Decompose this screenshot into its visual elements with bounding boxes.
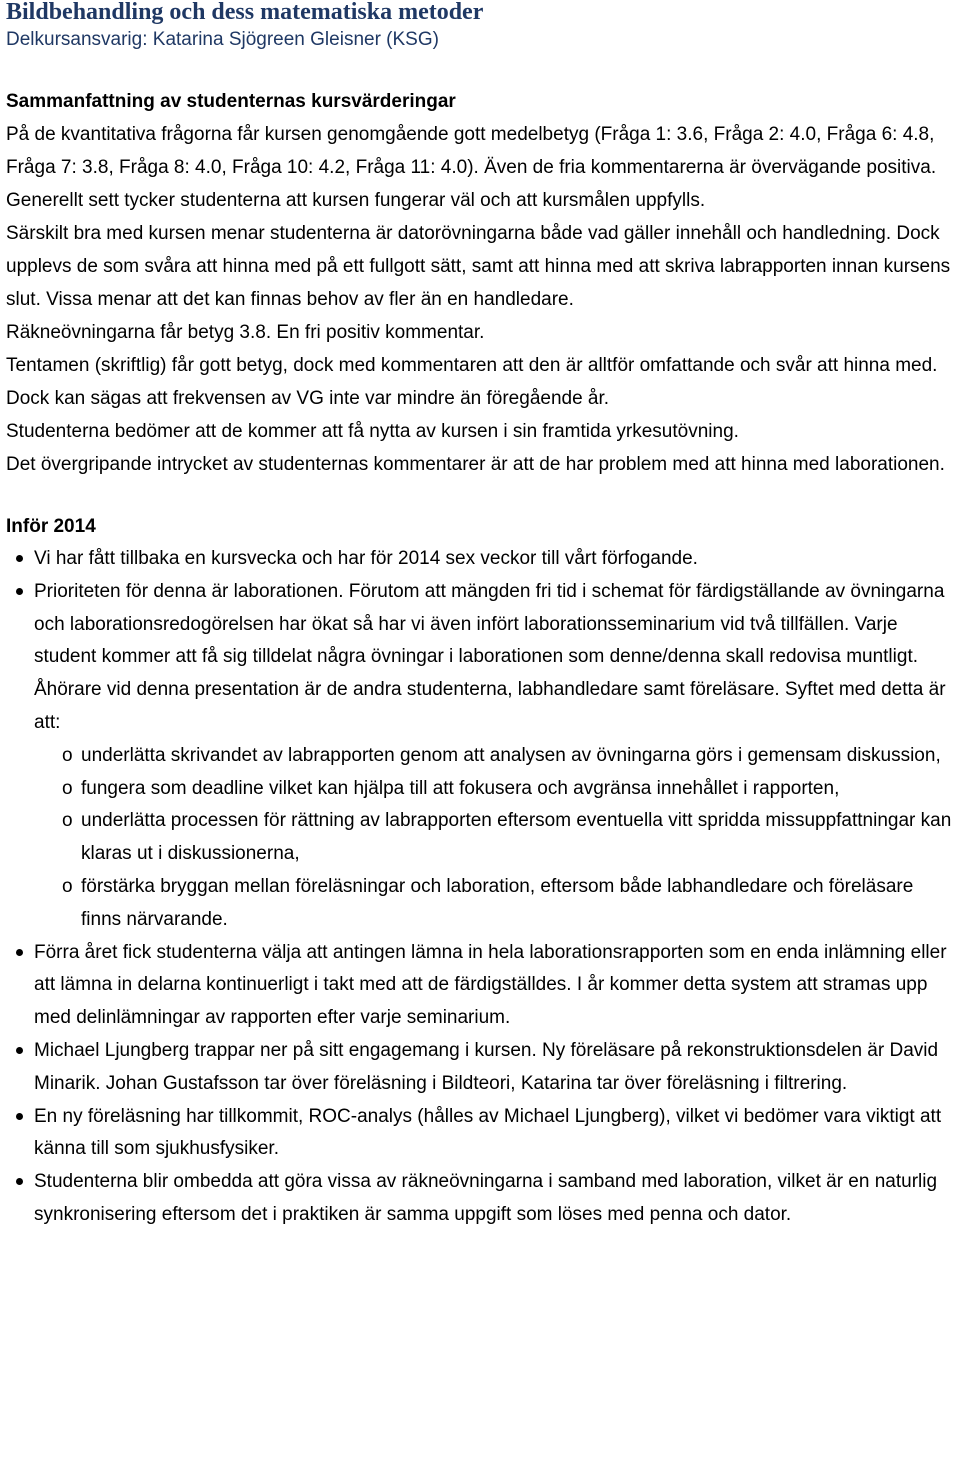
sub-list-item-text: underlätta processen för rättning av labrapporten eftersom eventuella vitt spridda missuppfattningar kan klaras ut i diskussionerna, <box>81 810 952 865</box>
purpose-sublist <box>6 740 954 937</box>
sub-bullet-marker: o <box>62 810 73 832</box>
summary-paragraph: Räkneövningarna får betyg 3.8. En fri positiv kommentar. <box>6 322 485 343</box>
summary-paragraph: Särskilt bra med kursen menar studenterna är datorövningarna både vad gäller innehåll och handledning. Dock upplevs de som svåra att hinna med på ett fullgott sätt, samt att hinna med att skriva labrapporten innan kursens slut. Vissa menar att det kan finnas behov av fler än en handledare. <box>6 223 951 310</box>
list-item <box>6 1166 954 1232</box>
list-item <box>6 576 954 740</box>
bullet-icon <box>16 1113 23 1120</box>
list-item-text: Prioriteten för denna är laborationen. Förutom att mängden fri tid i schemat för färdigställande av övningarna och laborationsredogörelsen har ökat så har vi även infört laborationsseminarium vid två tillfällen. Varje student kommer att få sig tilldelat några övningar i laborationen som denne/denna skall redovisa muntligt. Åhörare vid denna presentation är de andra studenterna, labhandledare samt föreläsare. Syftet med detta är att: <box>34 580 946 733</box>
document-subtitle: Delkursansvarig: Katarina Sjögreen Gleisner (KSG) <box>6 29 439 50</box>
list-item <box>6 937 954 1035</box>
sub-list-item-text: fungera som deadline vilket kan hjälpa till att fokusera och avgränsa innehållet i rapporten, <box>81 777 840 799</box>
sub-list-item <box>6 805 954 871</box>
bullet-icon <box>16 949 23 956</box>
summary-paragraph: På de kvantitativa frågorna får kursen genomgående gott medelbetyg (Fråga 1: 3.6, Fråga 2: 4.0, Fråga 6: 4.8, Fråga 7: 3.8, Fråga 8: 4.0, Fråga 10: 4.2, Fråga 11: 4.0). Även de fria kommentarerna är övervägande positiva. <box>6 124 937 178</box>
sub-list-item-text: förstärka bryggan mellan föreläsningar och laboration, eftersom både labhandledare och föreläsare finns närvarande. <box>81 875 914 930</box>
list-item-text: Studenterna blir ombedda att göra vissa av räkneövningarna i samband med laboration, vilket är en naturlig synkronisering eftersom det i praktiken är samma uppgift som löses med penna och dator. <box>34 1171 938 1225</box>
list-item-text: Michael Ljungberg trappar ner på sitt engagemang i kursen. Ny föreläsare på rekonstruktionsdelen är David Minarik. Johan Gustafsson tar över föreläsning i Bildteori, Katarina tar över föreläsning i filtrering. <box>34 1039 939 1094</box>
summary-paragraph: Tentamen (skriftlig) får gott betyg, dock med kommentaren att den är alltför omfattande och svår att hinna med. Dock kan sägas att frekvensen av VG inte var mindre än föregående år. <box>6 355 938 409</box>
bullet-icon <box>16 588 23 595</box>
sub-bullet-marker: o <box>62 777 73 799</box>
list-item <box>6 543 954 576</box>
bullet-icon <box>16 1047 23 1054</box>
document-title: Bildbehandling och dess matematiska metoder <box>6 0 484 25</box>
sub-bullet-marker: o <box>62 744 73 766</box>
sub-list-item <box>6 740 954 773</box>
list-item <box>6 1035 954 1101</box>
list-item-text: Vi har fått tillbaka en kursvecka och har för 2014 sex veckor till vårt förfogande. <box>34 548 698 569</box>
plans-list-continued <box>6 937 954 1232</box>
bullet-icon <box>16 1178 23 1185</box>
sub-list-item-text: underlätta skrivandet av labrapporten genom att analysen av övningarna görs i gemensam diskussion, <box>81 744 941 766</box>
plans-list <box>6 543 954 740</box>
bullet-icon <box>16 555 23 562</box>
sub-list-item <box>6 871 954 937</box>
summary-heading: Sammanfattning av studenternas kursvärderingar <box>6 91 456 112</box>
summary-paragraph: Det övergripande intrycket av studenternas kommentarer är att de har problem med att hinna med laborationen. <box>6 454 945 475</box>
list-item-text: En ny föreläsning har tillkommit, ROC-analys (hålles av Michael Ljungberg), vilket vi bedömer vara viktigt att känna till som sjukhusfysiker. <box>34 1105 942 1160</box>
list-item-text: Förra året fick studenterna välja att antingen lämna in hela laborationsrapporten som en enda inlämning eller att lämna in delarna kontinuerligt i takt med att de färdigställdes. I år kommer detta system att stramas upp med delinlämningar av rapporten efter varje seminarium. <box>34 941 947 1029</box>
sub-list-item <box>6 773 954 806</box>
summary-paragraph: Studenterna bedömer att de kommer att få nytta av kursen i sin framtida yrkesutövning. <box>6 421 739 442</box>
list-item <box>6 1101 954 1167</box>
sub-bullet-marker: o <box>62 875 73 897</box>
plans-heading: Inför 2014 <box>6 516 96 537</box>
summary-paragraph: Generellt sett tycker studenterna att kursen fungerar väl och att kursmålen uppfylls. <box>6 190 706 211</box>
